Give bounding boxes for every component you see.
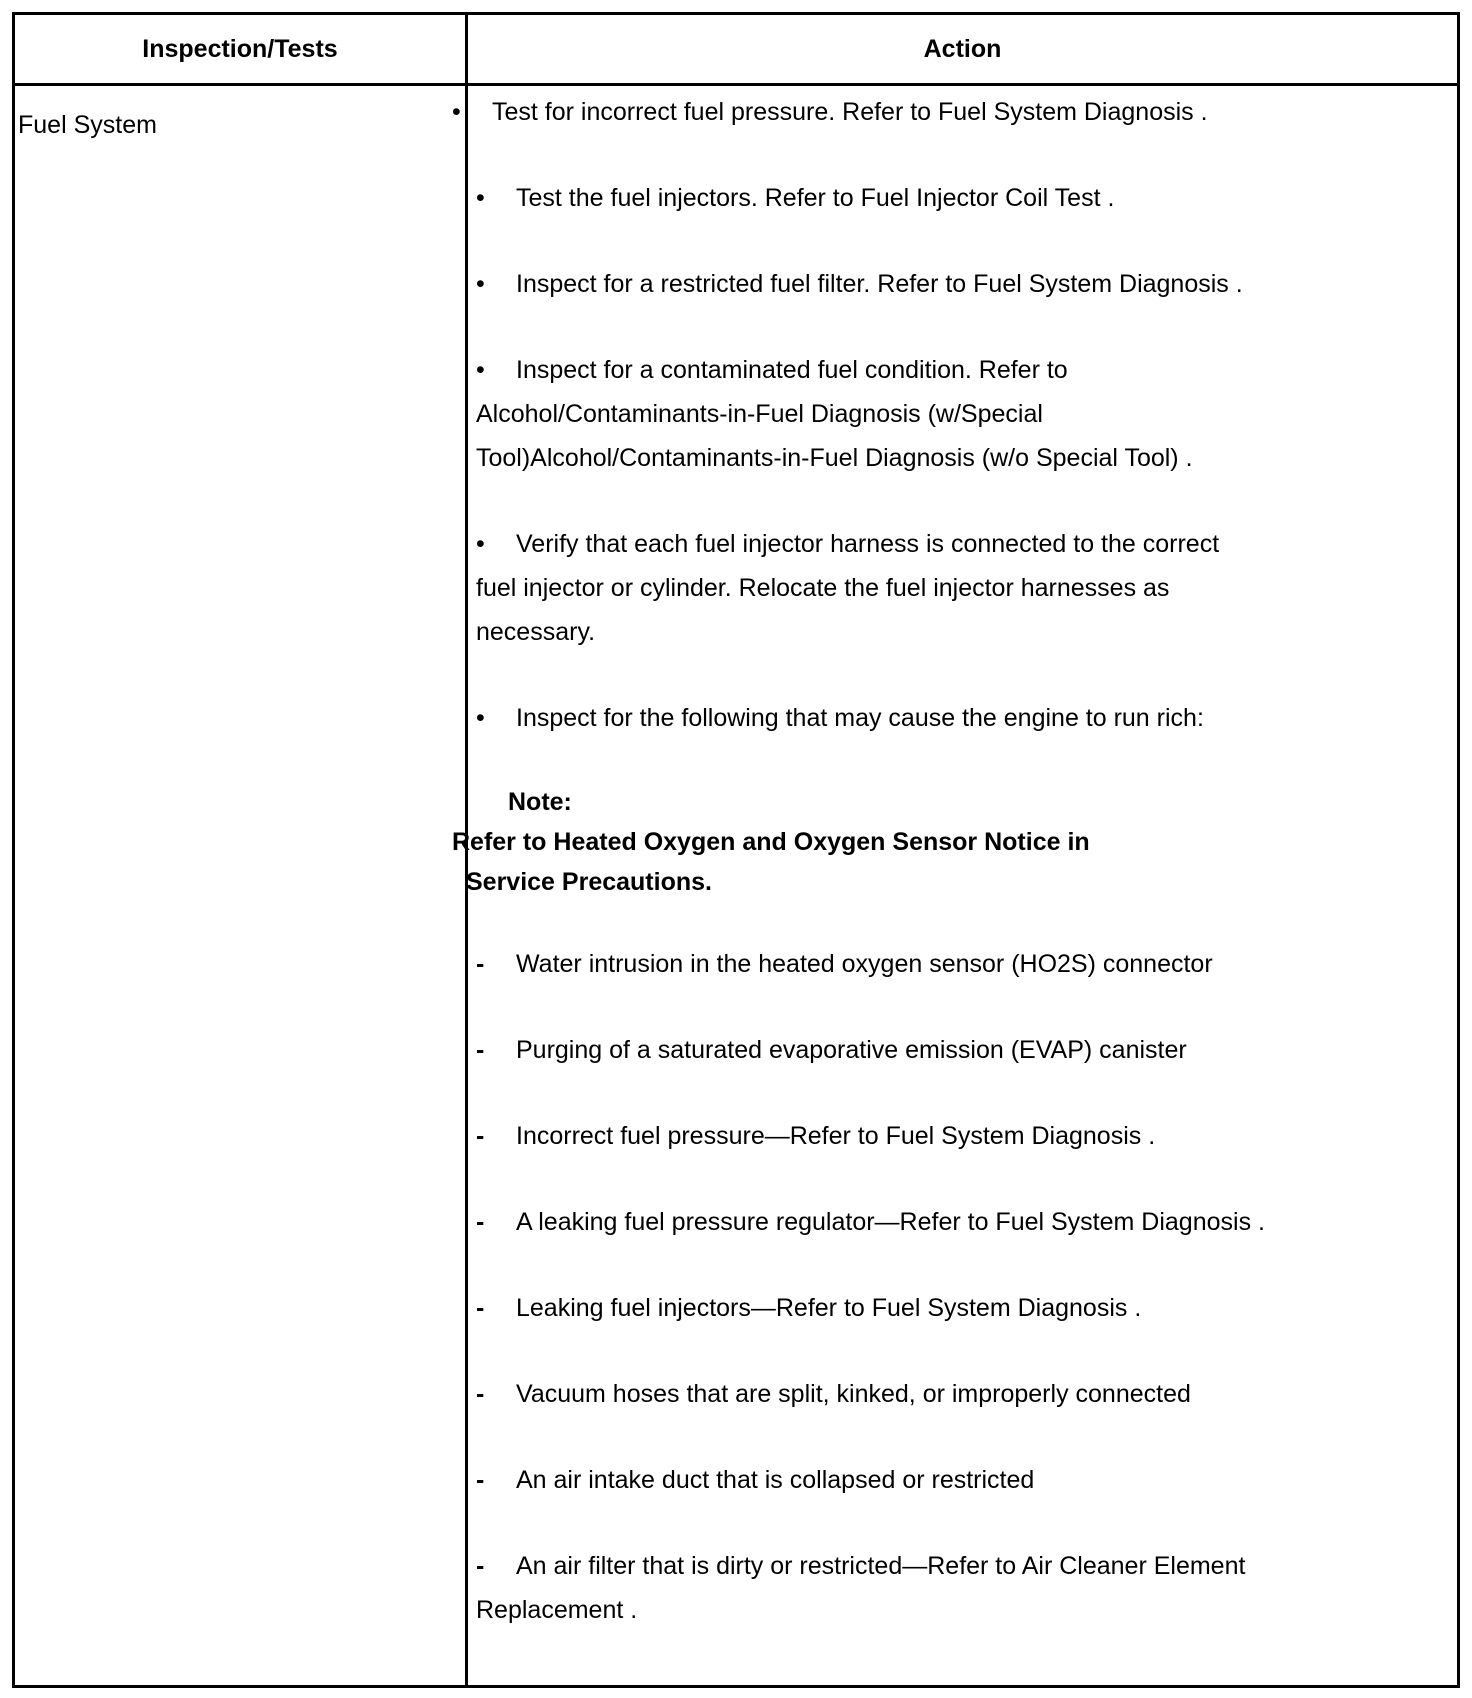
header-divider <box>15 83 1457 86</box>
bullet-marker: • <box>476 356 485 384</box>
inspection-fuel-system: Fuel System <box>18 111 157 139</box>
action-text: Verify that each fuel injector harness is connected to the correct fuel injector or cylinder. Relocate the fuel injector harnesses as necessary. <box>476 530 1220 646</box>
note-block <box>452 782 1352 902</box>
header-action: Action <box>923 35 1002 63</box>
action-cell <box>452 90 1352 1632</box>
action-bullet-item <box>452 348 1352 480</box>
action-bullet-item <box>452 90 1352 134</box>
dash-marker: - <box>476 950 485 978</box>
action-bullet-item <box>452 522 1352 654</box>
action-text: Inspect for a contaminated fuel condition. Refer to Alcohol/Contaminants-in-Fuel Diagnosis (w/Special Tool)Alcohol/Contaminants-in-Fuel Diagnosis (w/o Special Tool) . <box>476 356 1193 472</box>
action-text: Water intrusion in the heated oxygen sensor (HO2S) connector <box>516 950 1213 978</box>
bullet-marker: • <box>476 704 485 732</box>
bullet-marker: • <box>476 530 485 558</box>
action-text: Incorrect fuel pressure—Refer to Fuel System Diagnosis . <box>516 1122 1156 1150</box>
action-dash-item <box>452 1028 1352 1072</box>
action-text: Inspect for the following that may cause the engine to run rich: <box>516 704 1204 732</box>
action-text: Vacuum hoses that are split, kinked, or improperly connected <box>516 1380 1191 1408</box>
action-text: An air filter that is dirty or restricted—Refer to Air Cleaner Element Replacement . <box>476 1552 1246 1624</box>
action-dash-item <box>452 1286 1352 1330</box>
dash-marker: - <box>476 1380 485 1408</box>
action-text: A leaking fuel pressure regulator—Refer to Fuel System Diagnosis . <box>516 1208 1265 1236</box>
action-dash-item <box>452 1544 1352 1632</box>
action-dash-item <box>452 942 1352 986</box>
action-text: Purging of a saturated evaporative emission (EVAP) canister <box>516 1036 1187 1064</box>
bullet-marker: • <box>476 270 485 298</box>
action-dash-item <box>452 1114 1352 1158</box>
dash-marker: - <box>476 1208 485 1236</box>
dash-marker: - <box>476 1466 485 1494</box>
action-dash-item <box>452 1372 1352 1416</box>
dash-marker: - <box>476 1294 485 1322</box>
action-text: Inspect for a restricted fuel filter. Refer to Fuel System Diagnosis . <box>516 270 1243 298</box>
dash-marker: - <box>476 1036 485 1064</box>
bullet-marker: • <box>452 98 461 126</box>
action-dash-item <box>452 1200 1352 1244</box>
dash-marker: - <box>476 1552 485 1580</box>
action-text: Test for incorrect fuel pressure. Refer to Fuel System Diagnosis . <box>492 98 1208 126</box>
action-bullet-item <box>452 262 1352 306</box>
bullet-marker: • <box>476 184 485 212</box>
header-inspection-tests: Inspection/Tests <box>142 35 338 63</box>
note-text-line: Service Precautions. <box>466 868 712 896</box>
action-text: Leaking fuel injectors—Refer to Fuel System Diagnosis . <box>516 1294 1142 1322</box>
note-label: Note: <box>508 788 572 816</box>
note-text-line: Refer to Heated Oxygen and Oxygen Sensor Notice in <box>452 828 1090 856</box>
action-bullet-item <box>452 176 1352 220</box>
action-text: Test the fuel injectors. Refer to Fuel Injector Coil Test . <box>516 184 1115 212</box>
action-text: An air intake duct that is collapsed or restricted <box>516 1466 1035 1494</box>
action-bullet-item <box>452 696 1352 740</box>
action-dash-item <box>452 1458 1352 1502</box>
dash-marker: - <box>476 1122 485 1150</box>
